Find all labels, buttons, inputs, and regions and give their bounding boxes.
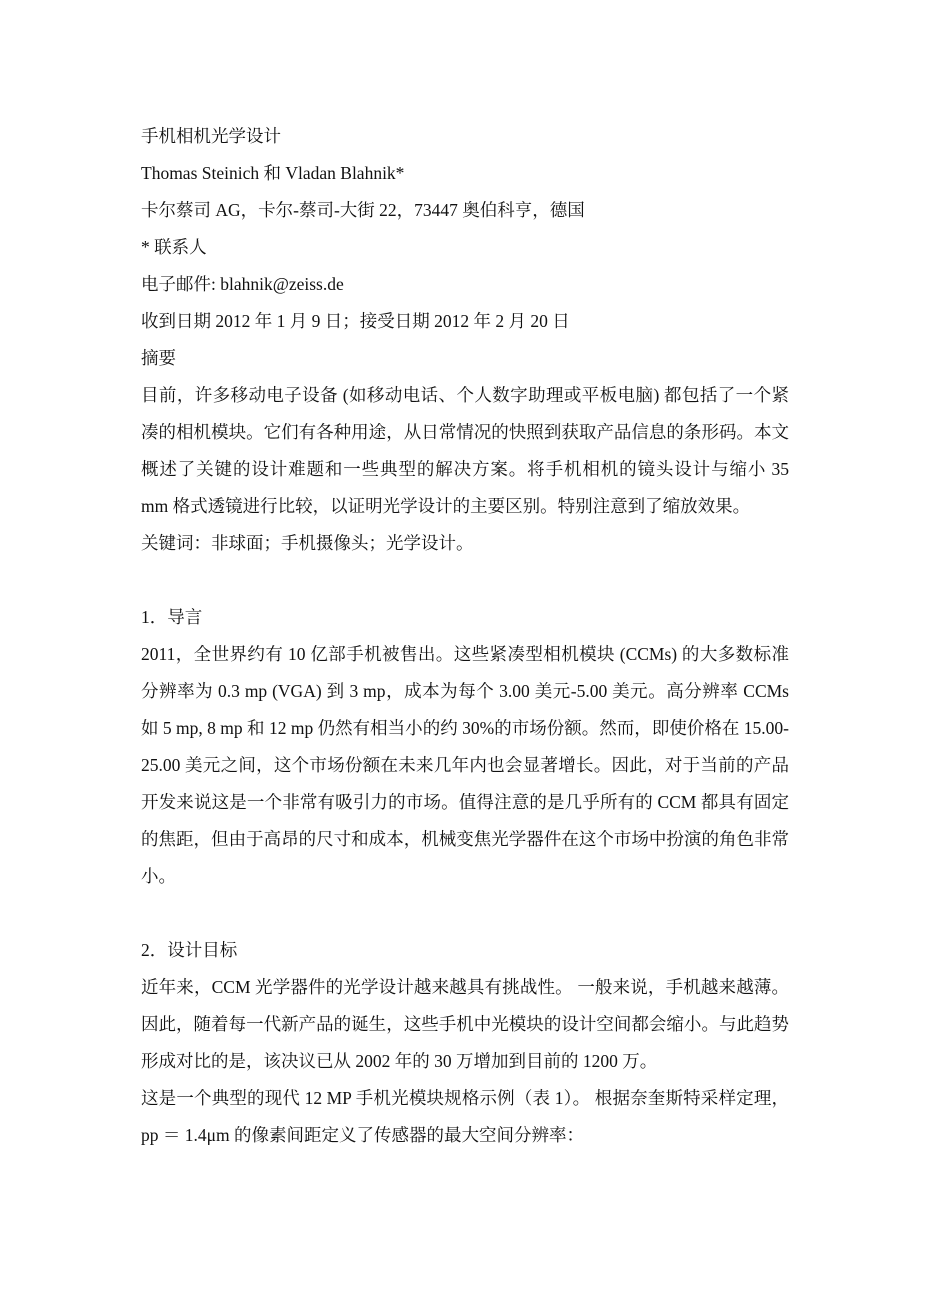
paper-title: 手机相机光学设计 <box>141 126 281 146</box>
authors: Thomas Steinich 和 Vladan Blahnik* <box>141 163 405 183</box>
abstract-heading: 摘要 <box>141 348 176 368</box>
abstract-body: 目前，许多移动电子设备 (如移动电话、个人数字助理或平板电脑) 都包括了一个紧凑的相机模块。它们有各种用途，从日常情况的快照到获取产品信息的条形码。本文概述了关键的设计难题和一些典型的解决方案。将手机相机的镜头设计与缩小 35 mm 格式透镜进行比较，以证明光学设计的主要区别。特别注意到了缩放效果。 <box>141 385 789 516</box>
section-2-heading: 2．设计目标 <box>141 940 238 960</box>
document-page <box>141 118 789 1154</box>
spacer <box>141 895 789 932</box>
section-2-body-continued: 这是一个典型的现代 12 MP 手机光模块规格示例（表 1）。 根据奈奎斯特采样定理，pp ＝ 1.4μm 的像素间距定义了传感器的最大空间分辨率： <box>141 1088 789 1145</box>
section-2-body: 近年来，CCM 光学器件的光学设计越来越具有挑战性。 一般来说，手机越来越薄。 因此，随着每一代新产品的诞生，这些手机中光模块的设计空间都会缩小。与此趋势形成对比的是，该决议已从 2002 年的 30 万增加到目前的 1200 万。 <box>141 977 789 1071</box>
contact-note: * 联系人 <box>141 237 207 257</box>
email: 电子邮件: blahnik@zeiss.de <box>141 274 344 294</box>
affiliation: 卡尔蔡司 AG，卡尔-蔡司-大街 22，73447 奥伯科亨，德国 <box>141 200 585 220</box>
keywords: 关键词：非球面；手机摄像头；光学设计。 <box>141 533 474 553</box>
section-1-heading: 1．导言 <box>141 607 203 627</box>
spacer <box>141 562 789 599</box>
section-1-body: 2011，全世界约有 10 亿部手机被售出。这些紧凑型相机模块 (CCMs) 的大多数标准分辨率为 0.3 mp (VGA) 到 3 mp，成本为每个 3.00 美元-5.00 美元。高分辨率 CCMs 如 5 mp, 8 mp 和 12 mp 仍然有相当小的约 30%的市场份额。然而，即使价格在 15.00-25.00 美元之间，这个市场份额在未来几年内也会显著增长。因此，对于当前的产品开发来说这是一个非常有吸引力的市场。值得注意的是几乎所有的 CCM 都具有固定的焦距，但由于高昂的尺寸和成本，机械变焦光学器件在这个市场中扮演的角色非常小。 <box>141 644 789 886</box>
dates: 收到日期 2012 年 1 月 9 日；接受日期 2012 年 2 月 20 日 <box>141 311 570 331</box>
